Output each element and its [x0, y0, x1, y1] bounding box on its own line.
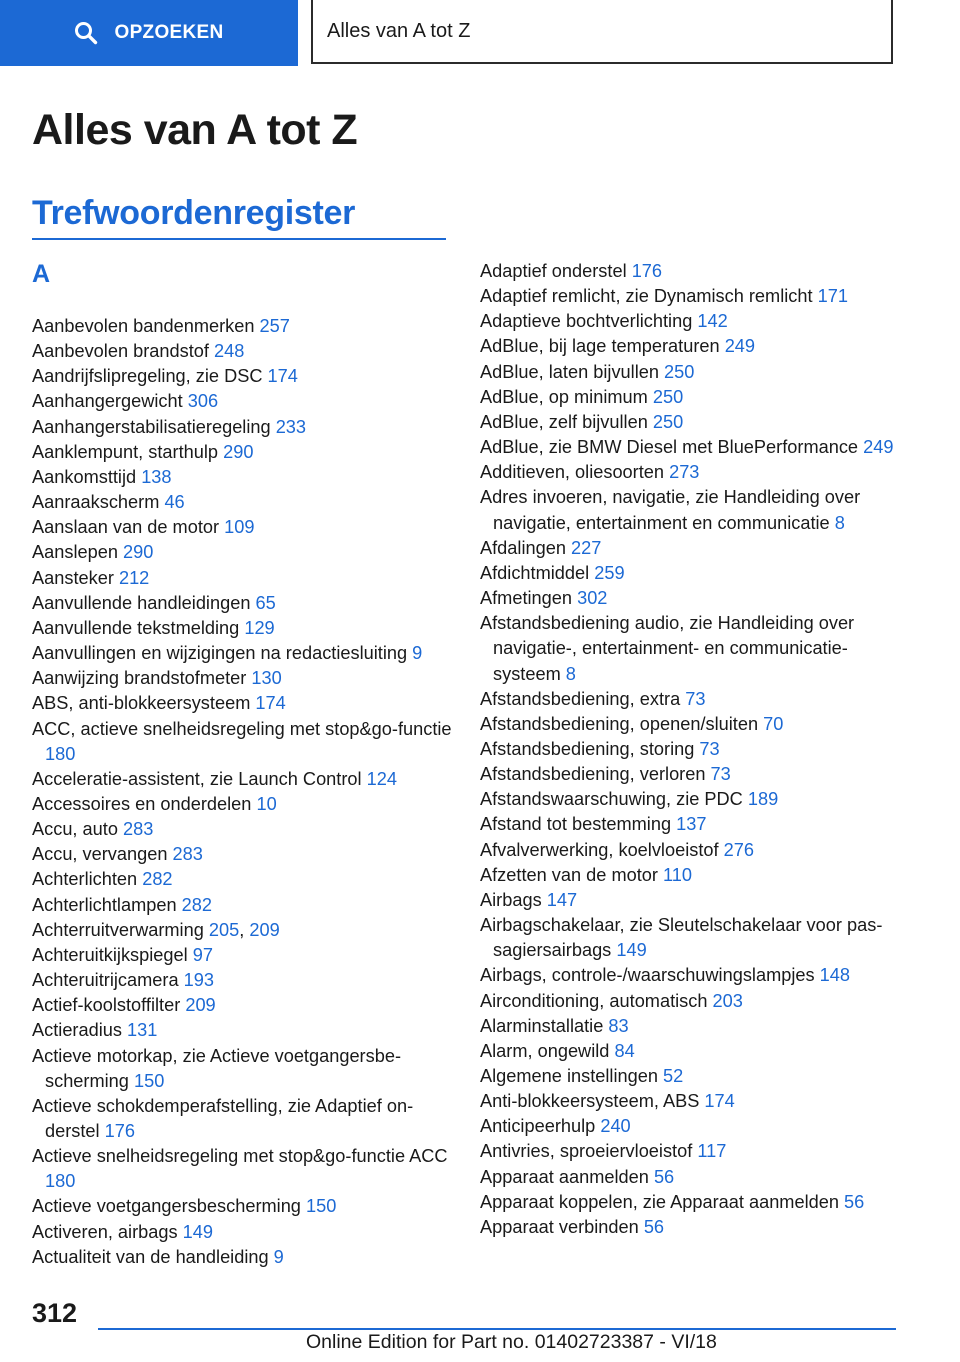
index-entry: [32, 1018, 452, 1043]
index-entry: [32, 867, 452, 892]
page-link[interactable]: 248: [214, 341, 245, 362]
index-term: Anti-blokkeersysteem, ABS: [480, 1091, 700, 1112]
index-term: Aanhangerstabilisatieregeling: [32, 416, 271, 437]
index-term: Aanslepen: [32, 542, 118, 563]
page-link[interactable]: 124: [366, 768, 397, 789]
index-term: Apparaat koppelen, zie Apparaat aanmelden: [480, 1191, 839, 1212]
page-link[interactable]: 148: [819, 965, 851, 986]
page-link[interactable]: 129: [244, 617, 275, 638]
index-term: Aanvullingen en wijzigingen na redactiesluiting: [32, 643, 408, 664]
index-entry: [480, 989, 900, 1014]
page-link[interactable]: 65: [255, 592, 276, 613]
page-link[interactable]: 259: [594, 562, 625, 583]
index-term: Anticipeerhulp: [480, 1116, 596, 1137]
index-entry: [32, 1220, 452, 1245]
edition-note: Online Edition for Part no. 01402723387 - VI/18: [306, 1331, 717, 1353]
index-term: Afstand tot bestemming: [480, 814, 672, 835]
page-link[interactable]: 180: [45, 1171, 76, 1192]
page-link[interactable]: 290: [123, 542, 154, 563]
page-link[interactable]: 250: [652, 411, 684, 432]
index-term: Alarminstallatie: [480, 1015, 604, 1036]
page-link[interactable]: 176: [104, 1121, 136, 1141]
page-link[interactable]: 212: [118, 567, 150, 588]
index-entry: [32, 465, 452, 490]
index-term: Apparaat verbinden: [480, 1216, 639, 1237]
index-entry: [32, 1144, 452, 1194]
index-term: ACC, actieve snelheidsregeling met stop&go-functie: [32, 718, 452, 739]
index-term: Aanslaan van de motor: [32, 517, 220, 538]
page-link[interactable]: 174: [704, 1091, 735, 1112]
index-term: AdBlue, zelf bijvullen: [480, 411, 648, 432]
index-entry: [32, 591, 452, 616]
index-entry: [32, 968, 452, 993]
index-term: Afdichtmiddel: [480, 562, 590, 583]
index-term: Actief-koolstoffilter: [32, 995, 181, 1016]
page-link[interactable]: 73: [699, 738, 720, 759]
page-link[interactable]: 56: [653, 1166, 675, 1187]
index-term: Achterruitverwarming: [32, 919, 204, 940]
page-link[interactable]: 150: [306, 1196, 337, 1217]
index-entry: [480, 1165, 900, 1190]
page-link[interactable]: 189: [747, 789, 779, 810]
index-term: Actieve snelheidsregeling met stop&go-functie ACC: [32, 1146, 448, 1167]
index-term: Afstandsbediening, verloren: [480, 764, 706, 785]
index-term: Accu, vervangen: [32, 844, 168, 865]
index-term: Antivries, sproeiervloeistof: [480, 1141, 693, 1162]
page-link[interactable]: 193: [183, 970, 214, 991]
page-link[interactable]: 97: [192, 944, 213, 965]
index-entry: [480, 309, 900, 334]
page-link[interactable]: 46: [164, 492, 185, 513]
page-link[interactable]: 149: [182, 1221, 213, 1242]
page-link[interactable]: 227: [571, 537, 602, 558]
search-button[interactable]: [0, 0, 298, 66]
index-term: Afstandsbediening, storing: [480, 738, 695, 759]
index-term: Aanvullende tekstmelding: [32, 617, 240, 638]
index-entry: [480, 334, 900, 359]
index-term: Aanvullende handleidingen: [32, 592, 251, 613]
index-entry: [480, 963, 900, 988]
page-link[interactable]: 9: [412, 643, 423, 664]
page-link[interactable]: 257: [259, 316, 290, 336]
footer-divider: [98, 1328, 896, 1330]
index-term: Aansteker: [32, 567, 114, 588]
page-link[interactable]: 150: [133, 1070, 165, 1091]
index-term: Aankomsttijd: [32, 466, 137, 487]
index-term: Alarm, ongewild: [480, 1040, 610, 1061]
index-term: Accu, auto: [32, 819, 118, 840]
index-term: ABS, anti-blokkeersysteem: [32, 693, 251, 714]
page-number: 312: [32, 1298, 78, 1328]
index-entry: [480, 410, 900, 435]
index-entry: [32, 842, 452, 867]
page-link[interactable]: 109: [224, 517, 255, 538]
chapter-tab[interactable]: Alles van A tot Z: [311, 0, 893, 64]
index-term: Achterlichtlampen: [32, 894, 177, 915]
index-column-left: [32, 314, 452, 1270]
index-entry: [32, 616, 452, 641]
page-link[interactable]: 290: [223, 441, 254, 462]
index-entry: [480, 712, 900, 737]
index-term: Actieve voetgangersbescherming: [32, 1196, 301, 1217]
index-entry: [32, 943, 452, 968]
search-icon: [74, 21, 98, 45]
page-link[interactable]: 56: [844, 1191, 865, 1212]
page-link[interactable]: 282: [181, 894, 212, 915]
page-link[interactable]: 240: [600, 1116, 631, 1137]
index-term: Afzetten van de motor: [480, 864, 658, 885]
index-entry: [32, 792, 452, 817]
page-link[interactable]: 250: [664, 361, 695, 382]
page-link[interactable]: 302: [577, 588, 608, 609]
index-entry: [32, 314, 452, 339]
page-link[interactable]: 8: [834, 512, 845, 533]
index-entry: [480, 1039, 900, 1064]
page-link[interactable]: 282: [142, 869, 173, 890]
index-term: Adaptief remlicht, zie Dynamisch remlicht: [480, 286, 813, 307]
page-link[interactable]: 249: [863, 437, 894, 458]
index-term: Additieven, oliesoorten: [480, 462, 665, 483]
index-entry: [480, 1139, 900, 1164]
index-term: Airbags: [480, 889, 542, 910]
letter-heading: A: [32, 260, 51, 288]
page-link[interactable]: 84: [614, 1040, 635, 1061]
index-entry: [480, 737, 900, 762]
index-entry: [480, 1190, 900, 1215]
index-entry: [32, 1094, 452, 1144]
page-link[interactable]: 73: [710, 764, 731, 785]
index-entry: [480, 360, 900, 385]
page-link[interactable]: 142: [697, 311, 728, 332]
index-term: Afstandsbediening, openen/sluiten: [480, 713, 759, 734]
page-link[interactable]: 203: [712, 990, 743, 1011]
index-column-right: [480, 259, 900, 1240]
index-entry: [32, 415, 452, 440]
page-link[interactable]: 10: [256, 793, 277, 814]
page-link[interactable]: 180: [45, 743, 76, 764]
page-link[interactable]: 138: [141, 466, 172, 487]
index-term: Aanbevolen bandenmerken: [32, 316, 255, 336]
index-term: Airconditioning, automatisch: [480, 990, 708, 1011]
index-term: AdBlue, zie BMW Diesel met BluePerformance: [480, 437, 859, 458]
index-entry: [480, 1064, 900, 1089]
index-entry: [480, 611, 900, 686]
search-label: OPZOEKEN: [114, 22, 224, 43]
index-entry: [480, 1014, 900, 1039]
index-entry: [32, 817, 452, 842]
index-term: Accessoires en onderdelen: [32, 793, 252, 814]
index-entry: [480, 460, 900, 485]
page-link[interactable]: 174: [267, 366, 298, 387]
index-entry: [32, 540, 452, 565]
page-link[interactable]: 52: [663, 1066, 684, 1086]
index-term: Aanklempunt, starthulp: [32, 441, 219, 462]
index-entry: [32, 389, 452, 414]
index-term: Activeren, airbags: [32, 1221, 178, 1242]
index-entry: [480, 435, 900, 460]
index-term: Airbagschakelaar, zie Sleutelschakelaar voor passagiersairbags: [480, 915, 883, 961]
index-term: Adaptieve bochtverlichting: [480, 311, 693, 332]
page-link[interactable]: 273: [669, 462, 700, 483]
page-link[interactable]: 171: [817, 286, 848, 307]
page-link[interactable]: 209: [249, 919, 280, 940]
page-link[interactable]: 149: [616, 940, 647, 961]
index-term: Aanhangergewicht: [32, 391, 183, 412]
index-term: Afvalverwerking, koelvloeistof: [480, 839, 719, 860]
index-term: Adres invoeren, navigatie, zie Handleiding over navigatie, entertainment en communicatie: [480, 487, 861, 533]
index-entry: [32, 364, 452, 389]
index-entry: [32, 666, 452, 691]
index-term: Acceleratie-assistent, zie Launch Control: [32, 768, 362, 789]
index-term: Aanwijzing brandstofmeter: [32, 668, 247, 689]
index-entry: [32, 717, 452, 767]
index-entry: [32, 993, 452, 1018]
index-term: Algemene instellingen: [480, 1066, 658, 1086]
page-link[interactable]: 306: [187, 391, 219, 412]
index-entry: [32, 440, 452, 465]
section-title: Trefwoordenregister: [32, 194, 356, 232]
index-entry: [480, 863, 900, 888]
page-title: Alles van A tot Z: [32, 106, 358, 154]
page-link[interactable]: 73: [685, 688, 706, 709]
page-link[interactable]: 283: [172, 844, 203, 865]
page-link[interactable]: 250: [652, 386, 684, 407]
index-entry: [32, 515, 452, 540]
index-entry: [480, 1215, 900, 1240]
page-link[interactable]: 176: [631, 261, 663, 281]
index-term: Achterlichten: [32, 869, 138, 890]
index-entry: [32, 339, 452, 364]
index-entry: [480, 586, 900, 611]
index-term: Achteruitrijcamera: [32, 970, 179, 991]
page-link[interactable]: 249: [724, 336, 756, 357]
index-entry: [480, 259, 900, 284]
page-link[interactable]: 110: [663, 864, 692, 885]
index-entry: [480, 1114, 900, 1139]
index-term: Afmetingen: [480, 588, 573, 609]
index-term: Aanraakscherm: [32, 492, 160, 513]
page-link[interactable]: 131: [127, 1020, 158, 1041]
index-entry: [32, 1194, 452, 1219]
index-entry: [480, 284, 900, 309]
index-entry: [480, 561, 900, 586]
index-entry: [32, 490, 452, 515]
page-link[interactable]: 137: [676, 814, 707, 835]
index-term: Apparaat aanmelden: [480, 1166, 649, 1187]
index-term: Actieve schokdemperafstelling, zie Adaptief onderstel: [32, 1095, 414, 1141]
index-entry: [480, 913, 900, 963]
section-divider: [32, 238, 446, 240]
index-term: Afstandsbediening audio, zie Handleiding over navigatie-, entertainment- en communicatiesysteem: [480, 613, 855, 684]
index-term: AdBlue, laten bijvullen: [480, 361, 659, 382]
index-entry: [480, 687, 900, 712]
index-term: Afdalingen: [480, 537, 566, 558]
index-entry: [480, 1089, 900, 1114]
index-entry: [480, 838, 900, 863]
index-entry: [480, 536, 900, 561]
index-entry: [480, 888, 900, 913]
index-term: AdBlue, op minimum: [480, 386, 648, 407]
page-link[interactable]: 70: [763, 713, 784, 734]
index-term: Airbags, controle-/waarschuwingslampjes: [480, 965, 815, 986]
page-link[interactable]: 283: [123, 819, 154, 840]
index-term: Afstandswaarschuwing, zie PDC: [480, 789, 743, 810]
page-link[interactable]: 276: [723, 839, 754, 860]
index-term: Aanbevolen brandstof: [32, 341, 209, 362]
index-entry: [32, 691, 452, 716]
index-entry: [32, 893, 452, 918]
index-term: Actieradius: [32, 1020, 122, 1041]
index-term: Actieve motorkap, zie Actieve voetgangersbescherming: [32, 1045, 402, 1091]
page-link[interactable]: 205: [208, 919, 240, 940]
page-separator: ,: [239, 919, 245, 940]
page-link[interactable]: 83: [608, 1015, 629, 1036]
index-term: Achteruitkijkspiegel: [32, 944, 188, 965]
index-term: Afstandsbediening, extra: [480, 688, 681, 709]
index-entry: [480, 762, 900, 787]
index-entry: [32, 566, 452, 591]
page-link[interactable]: 233: [275, 416, 307, 437]
index-entry: [480, 787, 900, 812]
index-entry: [32, 767, 452, 792]
index-entry: [32, 1245, 452, 1270]
index-term: AdBlue, bij lage temperaturen: [480, 336, 720, 357]
page-link[interactable]: 209: [185, 995, 216, 1016]
index-term: Aandrijfslipregeling, zie DSC: [32, 366, 263, 387]
page-link[interactable]: 117: [697, 1141, 727, 1162]
index-term: Actualiteit van de handleiding: [32, 1246, 269, 1267]
index-term: Adaptief onderstel: [480, 261, 627, 281]
page-link[interactable]: 147: [546, 889, 578, 910]
index-entry: [32, 918, 452, 943]
page-link[interactable]: 9: [273, 1246, 284, 1267]
page-link[interactable]: 8: [565, 663, 576, 684]
index-entry: [480, 812, 900, 837]
page-link[interactable]: 56: [643, 1216, 665, 1237]
index-entry: [32, 641, 452, 666]
index-entry: [480, 485, 900, 535]
page-link[interactable]: 130: [251, 668, 282, 689]
index-entry: [32, 1044, 452, 1094]
index-entry: [480, 385, 900, 410]
page-link[interactable]: 174: [255, 693, 286, 714]
